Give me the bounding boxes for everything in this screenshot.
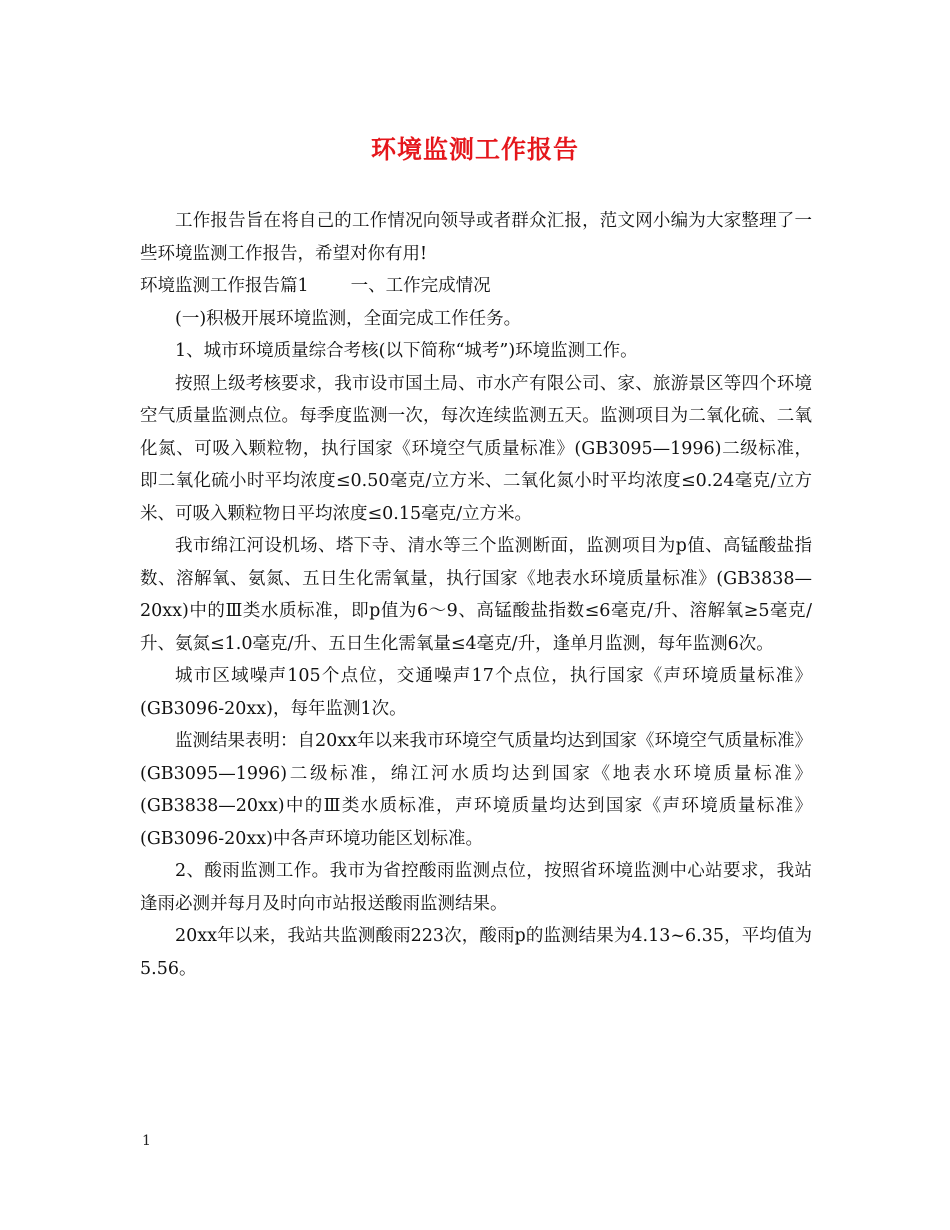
paragraph-noise-monitoring: 城市区域噪声105个点位，交通噪声17个点位，执行国家《声环境质量标准》(GB3096-20xx)，每年监测1次。 xyxy=(140,666,812,719)
document-body xyxy=(140,205,812,985)
section-heading xyxy=(140,270,812,303)
page-title: 环境监测工作报告 xyxy=(370,135,579,164)
page-number: 1 xyxy=(142,1133,151,1149)
section-heading-label: 环境监测工作报告篇1 xyxy=(140,276,309,296)
paragraph-acid-rain: 2、酸雨监测工作。我市为省控酸雨监测点位，按照省环境监测中心站要求，我站逢雨必测并每月及时向市站报送酸雨监测结果。 xyxy=(140,861,812,914)
paragraph-task-overview: (一)积极开展环境监测，全面完成工作任务。 xyxy=(175,308,522,329)
intro-paragraph: 工作报告旨在将自己的工作情况向领导或者群众汇报，范文网小编为大家整理了一些环境监测工作报告，希望对你有用! xyxy=(140,211,812,264)
paragraph-water-monitoring: 我市绵江河设机场、塔下寺、清水等三个监测断面，监测项目为p值、高锰酸盐指数、溶解氧、氨氮、五日生化需氧量，执行国家《地表水环境质量标准》(GB3838—20xx)中的Ⅲ类水质标准，即p值为6～9、高锰酸盐指数≤6毫克/升、溶解氧≥5毫克/升、氨氮≤1.0毫克/升、五日生化需氧量≤4毫克/升，逢单月监测，每年监测6次。 xyxy=(140,536,812,654)
paragraph-acid-rain-results: 20xx年以来，我站共监测酸雨223次，酸雨p的监测结果为4.13~6.35，平均值为5.56。 xyxy=(140,926,812,979)
paragraph-air-monitoring: 按照上级考核要求，我市设市国土局、市水产有限公司、家、旅游景区等四个环境空气质量监测点位。每季度监测一次，每次连续监测五天。监测项目为二氧化硫、二氧化氮、可吸入颗粒物，执行国家《环境空气质量标准》(GB3095—1996)二级标准，即二氧化硫小时平均浓度≤0.50毫克/立方米、二氧化氮小时平均浓度≤0.24毫克/立方米、可吸入颗粒物日平均浓度≤0.15毫克/立方米。 xyxy=(140,373,812,524)
section-heading-subtitle: 一、工作完成情况 xyxy=(350,276,491,296)
paragraph-monitoring-results: 监测结果表明：自20xx年以来我市环境空气质量均达到国家《环境空气质量标准》(GB3095—1996)二级标准，绵江河水质均达到国家《地表水环境质量标准》(GB3838—20xx)中的Ⅲ类水质标准，声环境质量均达到国家《声环境质量标准》(GB3096-20xx)中各声环境功能区划标准。 xyxy=(140,731,813,849)
paragraph-city-assessment: 1、城市环境质量综合考核(以下简称“城考”)环境监测工作。 xyxy=(175,341,638,361)
